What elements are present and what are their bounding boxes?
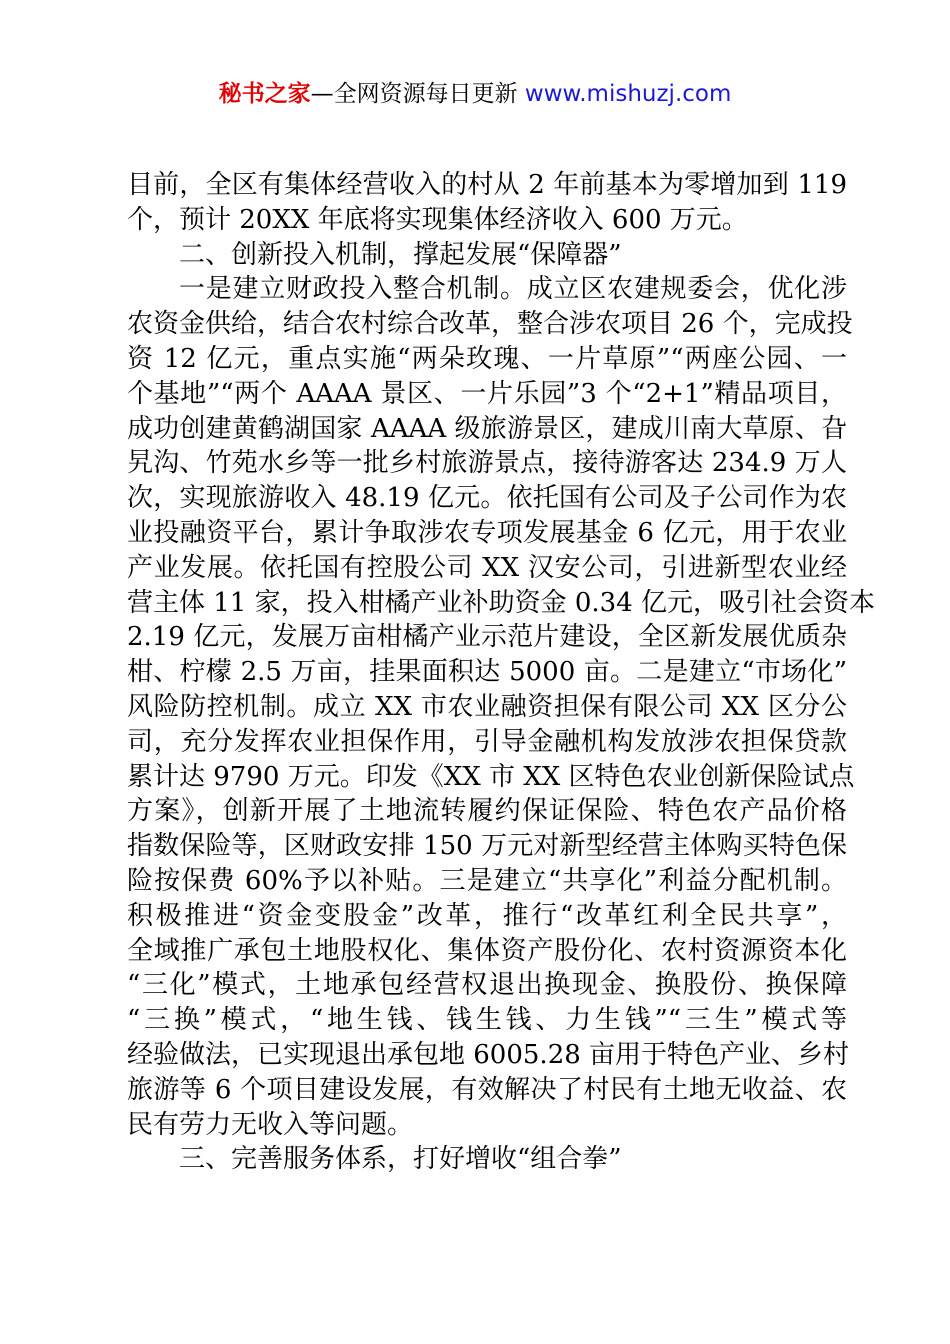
document-body bbox=[127, 168, 876, 1177]
text-line: “三换”模式，“地生钱、钱生钱、力生钱”“三生”模式等 bbox=[127, 1005, 847, 1036]
text-line: “三化”模式，土地承包经营权退出换现金、换股份、换保障 bbox=[127, 970, 847, 1001]
text-line: 农资金供给，结合农村综合改革，整合涉农项目 26 个，完成投 bbox=[127, 309, 853, 340]
text-line: 旅游等 6 个项目建设发展，有效解决了村民有土地无收益、农 bbox=[127, 1074, 847, 1105]
site-brand: 秘书之家 bbox=[218, 81, 311, 107]
text-line: 个基地”“两个 AAAA 景区、一片乐园”3 个“2+1”精品项目， bbox=[127, 378, 847, 409]
site-tagline: —全网资源每日更新 bbox=[310, 81, 525, 107]
paragraph-start-line: 一是建立财政投入整合机制。成立区农建规委会，优化涉 bbox=[179, 274, 847, 305]
text-line: 业投融资平台，累计争取涉农专项发展基金 6 亿元，用于农业 bbox=[127, 517, 847, 548]
text-line: 柑、柠檬 2.5 万亩，挂果面积达 5000 亩。二是建立“市场化” bbox=[127, 657, 847, 688]
text-line: 全域推广承包土地股权化、集体资产股份化、农村资源资本化 bbox=[127, 935, 847, 966]
text-line: 资 12 亿元，重点实施“两朵玫瑰、一片草原”“两座公园、一 bbox=[127, 343, 847, 374]
text-line: 个，预计 20XX 年底将实现集体经济收入 600 万元。 bbox=[127, 204, 748, 235]
text-line: 司，充分发挥农业担保作用，引导金融机构发放涉农担保贷款 bbox=[127, 726, 847, 757]
text-line: 险按保费 60%予以补贴。三是建立“共享化”利益分配机制。 bbox=[127, 865, 847, 896]
text-line: 风险防控机制。成立 XX 市农业融资担保有限公司 XX 区分公 bbox=[127, 691, 847, 722]
text-line: 民有劳力无收入等问题。 bbox=[127, 1109, 414, 1140]
text-line: 积极推进“资金变股金”改革，推行“改革红利全民共享”， bbox=[127, 900, 847, 931]
text-line: 指数保险等，区财政安排 150 万元对新型经营主体购买特色保 bbox=[127, 831, 847, 862]
paragraph-start-line: 三、完善服务体系，打好增收“组合拳” bbox=[179, 1144, 622, 1175]
site-url-link[interactable]: www.mishuzj.com bbox=[524, 81, 732, 107]
text-line: 目前，全区有集体经营收入的村从 2 年前基本为零增加到 119 bbox=[127, 170, 847, 200]
text-line: 营主体 11 家，投入柑橘产业补助资金 0.34 亿元，吸引社会资本 bbox=[127, 587, 876, 618]
text-line: 2.19 亿元，发展万亩柑橘产业示范片建设，全区新发展优质杂 bbox=[127, 622, 847, 653]
text-line: 经验做法，已实现退出承包地 6005.28 亩用于特色产业、乡村 bbox=[127, 1039, 850, 1070]
paragraph-start-line: 二、创新投入机制，撑起发展“保障器” bbox=[179, 239, 622, 270]
text-line: 产业发展。依托国有控股公司 XX 汉安公司，引进新型农业经 bbox=[127, 552, 847, 583]
text-line: 方案》，创新开展了土地流转履约保证保险、特色农产品价格 bbox=[127, 796, 847, 827]
text-line: 次，实现旅游收入 48.19 亿元。依托国有公司及子公司作为农 bbox=[127, 483, 847, 514]
text-line: 成功创建黄鹤湖国家 AAAA 级旅游景区，建成川南大草原、旮 bbox=[127, 413, 847, 444]
text-line: 累计达 9790 万元。印发《XX 市 XX 区特色农业创新保险试点 bbox=[127, 761, 855, 792]
site-header bbox=[0, 78, 950, 110]
text-line: 旯沟、竹苑水乡等一批乡村旅游景点，接待游客达 234.9 万人 bbox=[127, 448, 847, 479]
